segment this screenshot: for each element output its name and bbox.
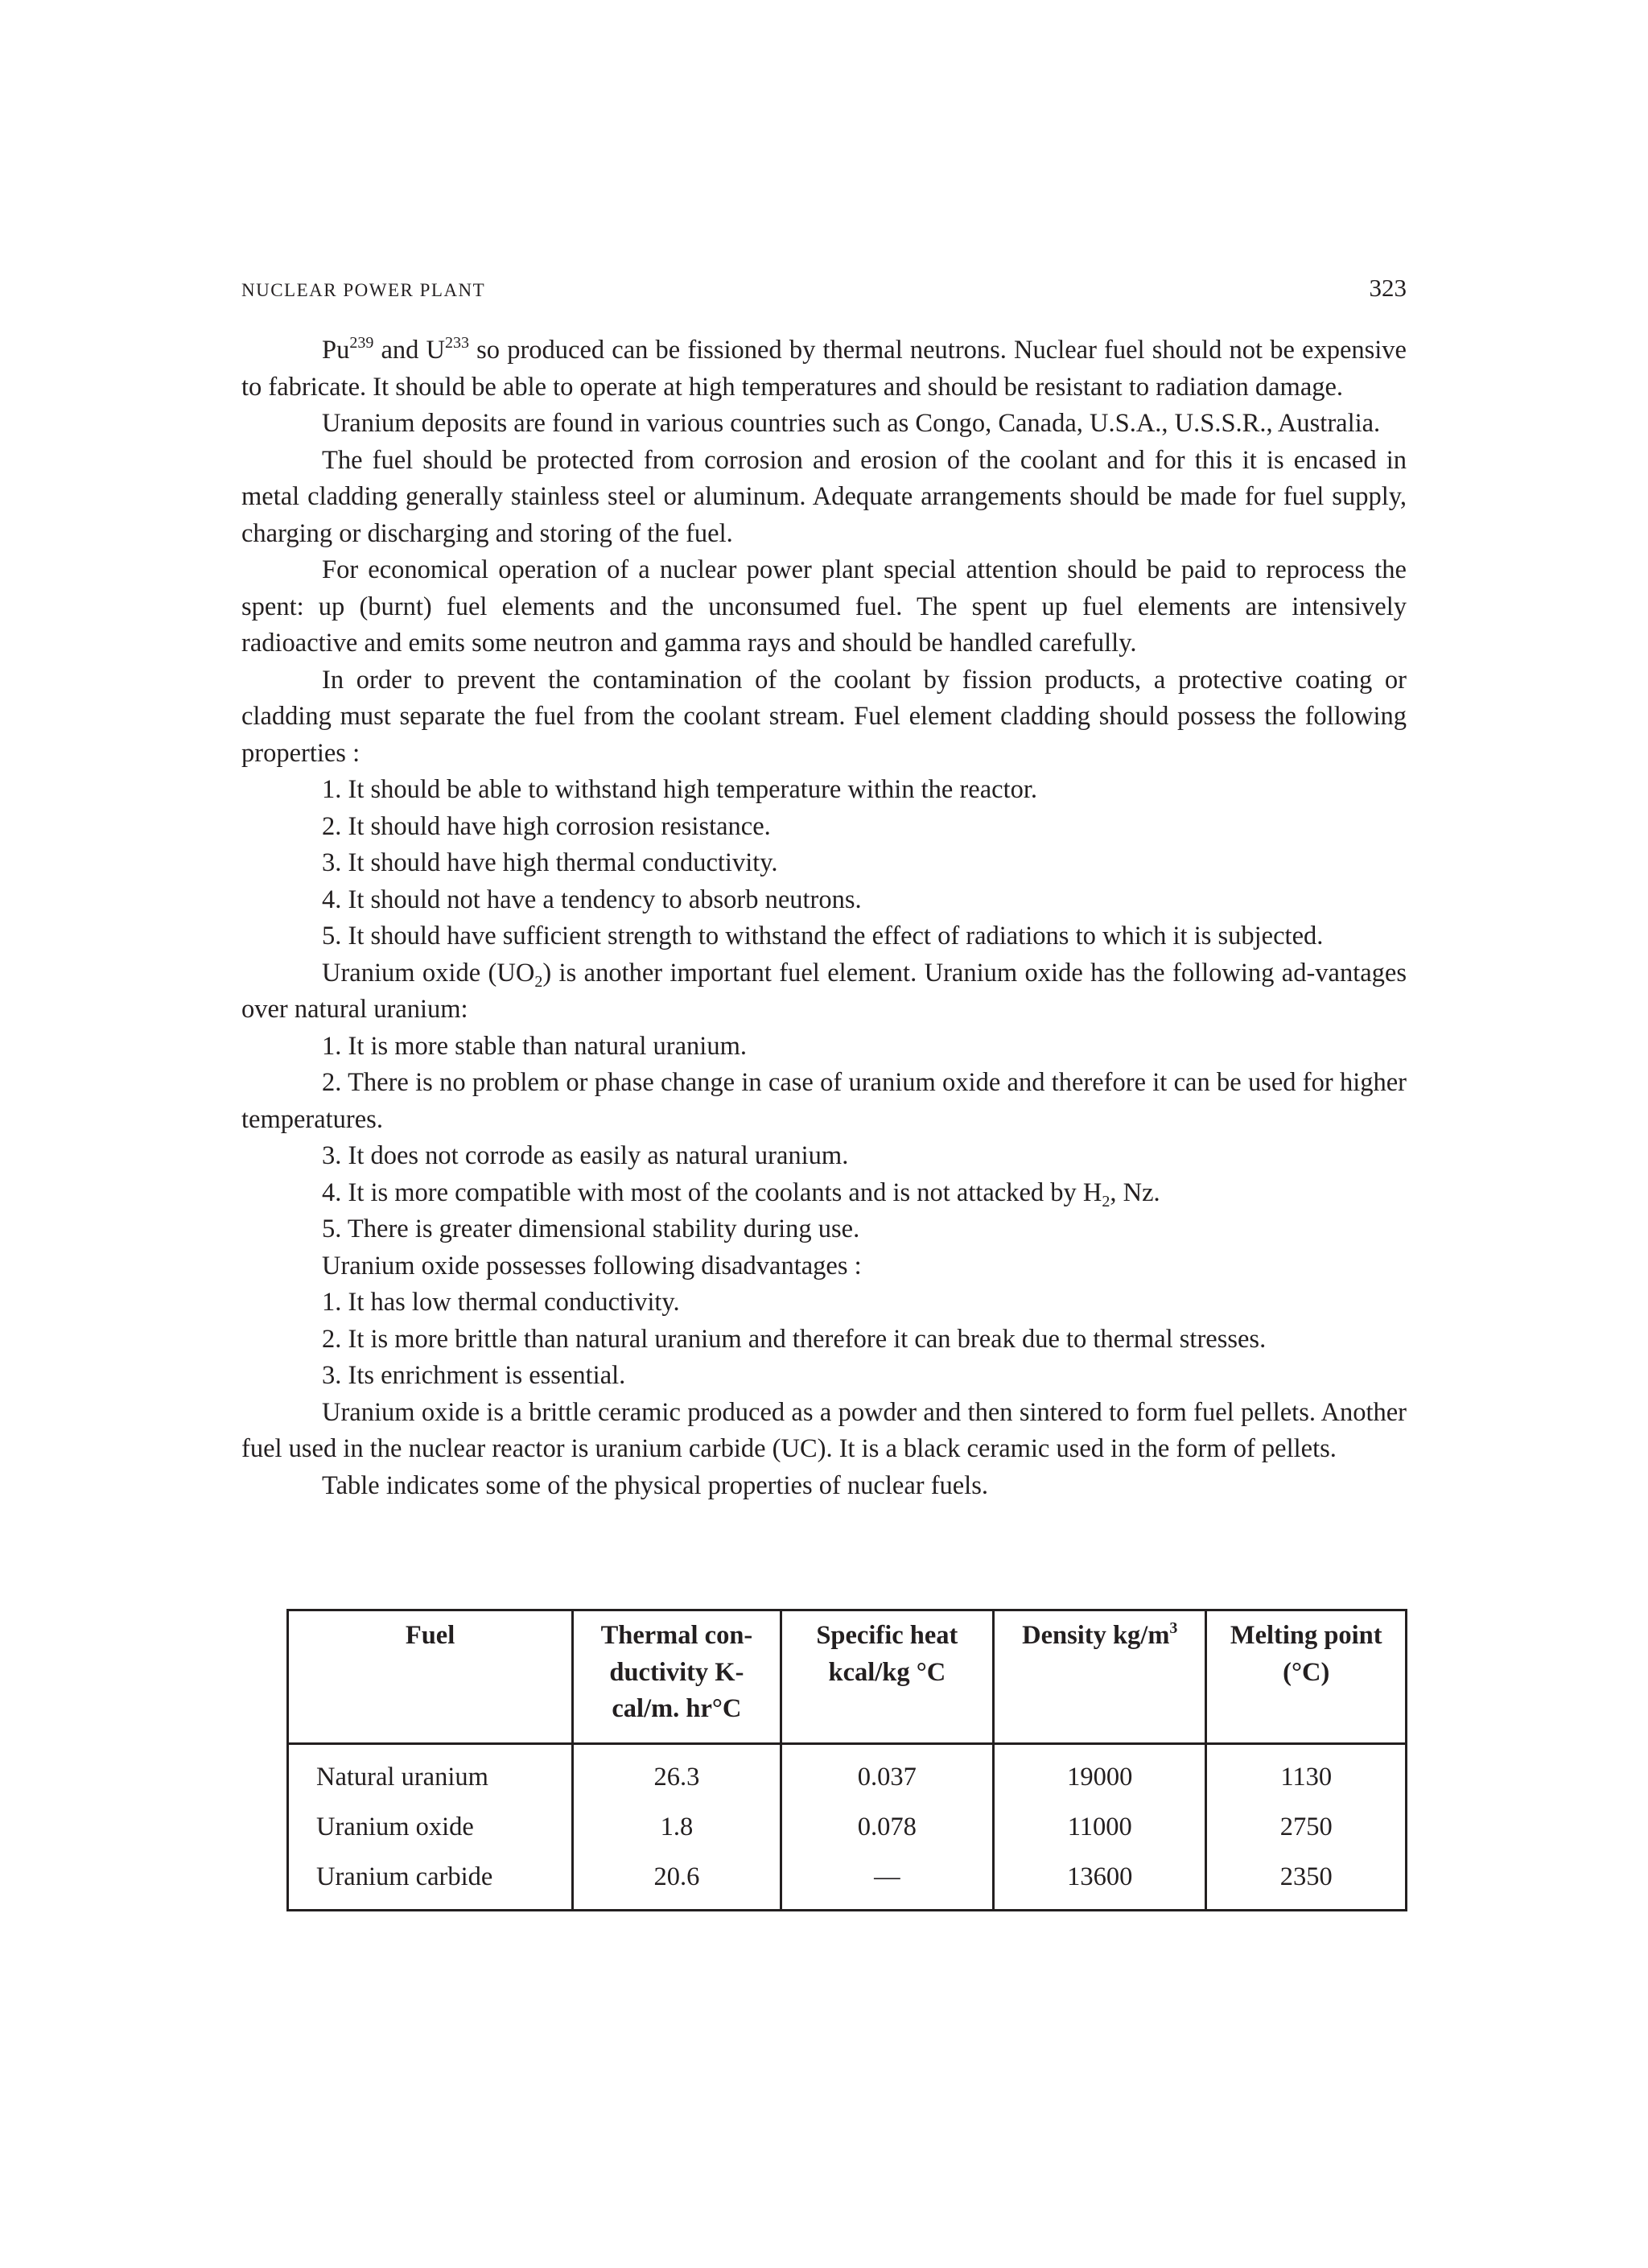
paragraph: The fuel should be protected from corrosion and erosion of the coolant and for this it is encased in metal cladding generally stainless steel or aluminum. Adequate arrangements should be made for fuel supply, charging or discharging and storing of the fuel.	[241, 445, 1407, 548]
column-header-melting-point	[1206, 1610, 1407, 1744]
text-run: , Nz.	[1110, 1177, 1160, 1207]
subscript: 2	[534, 972, 543, 991]
list-item: 2. There is no problem or phase change in case of uranium oxide and therefore it can be used for higher temperatures.	[241, 1068, 1407, 1134]
table-cell: —	[781, 1853, 993, 1911]
paragraph: Uranium oxide is a brittle ceramic produced as a powder and then sintered to form fuel pellets. Another fuel used in the nuclear reactor is uranium carbide (UC). It is a black ceramic used in the form of pellets.	[241, 1397, 1407, 1463]
table-row	[288, 1803, 1407, 1853]
text-run: Uranium oxide (UO	[322, 958, 535, 988]
list-item: 3. It does not corrode as easily as natural uranium.	[322, 1141, 849, 1170]
list-item: 1. It has low thermal conductivity.	[322, 1288, 680, 1317]
list-item: 1. It should be able to withstand high temperature within the reactor.	[322, 775, 1038, 804]
header-line: Density kg/m	[1022, 1621, 1170, 1650]
header-line: kcal/kg °C	[828, 1657, 946, 1687]
table-cell: 0.037	[781, 1743, 993, 1803]
fuel-properties-table	[286, 1609, 1407, 1911]
running-head: NUCLEAR POWER PLANT	[241, 280, 486, 300]
paragraph: For economical operation of a nuclear power plant special attention should be paid to reprocess the spent: up (burnt) fuel elements and the unconsumed fuel. The spent up fuel elements are intensively radioactive and emits some neutron and gamma rays and should be handled carefully.	[241, 555, 1407, 658]
header-line: Specific heat	[816, 1621, 958, 1650]
text-run: Pu	[322, 336, 350, 365]
table-cell: 13600	[994, 1853, 1206, 1911]
text-run: ) is another important fuel element. Uranium oxide has the following ad-vantages over natural uranium:	[241, 958, 1407, 1024]
table-cell: 2350	[1206, 1853, 1407, 1911]
table-cell: 26.3	[573, 1743, 781, 1803]
table-cell: 0.078	[781, 1803, 993, 1853]
body-text	[241, 332, 1407, 1504]
list-item: 5. There is greater dimensional stability during use.	[322, 1214, 860, 1243]
list-item: 3. It should have high thermal conductivity.	[322, 848, 778, 877]
list-item: 1. It is more stable than natural uranium.	[322, 1031, 747, 1061]
column-header-thermal-conductivity	[573, 1610, 781, 1744]
paragraph: Uranium deposits are found in various countries such as Congo, Canada, U.S.A., U.S.S.R., Australia.	[322, 409, 1381, 438]
column-header-specific-heat	[781, 1610, 993, 1744]
text-run: 4. It is more compatible with most of the coolants and is not attacked by H	[322, 1177, 1102, 1207]
superscript: 239	[349, 334, 374, 352]
table-header-row	[288, 1610, 1407, 1744]
table-row	[288, 1853, 1407, 1911]
paragraph: Table indicates some of the physical properties of nuclear fuels.	[322, 1470, 988, 1500]
paragraph: Uranium oxide possesses following disadvantages :	[322, 1251, 862, 1280]
list-item: 2. It is more brittle than natural uranium and therefore it can break due to thermal stresses.	[322, 1324, 1267, 1354]
list-item: 3. Its enrichment is essential.	[322, 1361, 626, 1390]
header-line: Melting point	[1230, 1621, 1382, 1650]
list-item	[241, 1175, 1407, 1212]
table-cell: 11000	[994, 1803, 1206, 1853]
subscript: 2	[1102, 1192, 1110, 1210]
header-line: (°C)	[1283, 1657, 1330, 1687]
paragraph: In order to prevent the contamination of the coolant by fission products, a protective coating or cladding must separate the fuel from the coolant stream. Fuel element cladding should possess the following properties :	[241, 665, 1407, 768]
table-cell: 20.6	[573, 1853, 781, 1911]
paragraph	[241, 332, 1407, 406]
text-run: and U	[373, 336, 446, 365]
table-cell: 1130	[1206, 1743, 1407, 1803]
superscript: 233	[445, 334, 470, 352]
table-row	[288, 1743, 1407, 1803]
list-item: 5. It should have sufficient strength to withstand the effect of radiations to which it is subjected.	[322, 922, 1324, 950]
superscript: 3	[1169, 1619, 1178, 1637]
paragraph	[241, 955, 1407, 1029]
table-cell-fuel: Uranium carbide	[288, 1853, 573, 1911]
table-cell: 2750	[1206, 1803, 1407, 1853]
table-cell: 1.8	[573, 1803, 781, 1853]
column-header-density	[994, 1610, 1206, 1744]
table-cell-fuel: Uranium oxide	[288, 1803, 573, 1853]
header-line: ductivity K-	[609, 1657, 744, 1687]
table-cell-fuel: Natural uranium	[288, 1743, 573, 1803]
page-number: 323	[1369, 274, 1407, 302]
page-header	[241, 274, 1407, 303]
list-item: 4. It should not have a tendency to absorb neutrons.	[322, 885, 862, 914]
list-item: 2. It should have high corrosion resistance.	[322, 811, 771, 841]
text-run: so produced can be fissioned by thermal neutrons. Nuclear fuel should not be expensive to fabricate. It should be able to operate at high temperatures and should be resistant to radiation damage.	[241, 336, 1407, 402]
header-line: cal/m. hr°C	[612, 1694, 742, 1723]
table-cell: 19000	[994, 1743, 1206, 1803]
header-line: Thermal con-	[600, 1621, 753, 1650]
column-header-fuel: Fuel	[288, 1610, 573, 1744]
